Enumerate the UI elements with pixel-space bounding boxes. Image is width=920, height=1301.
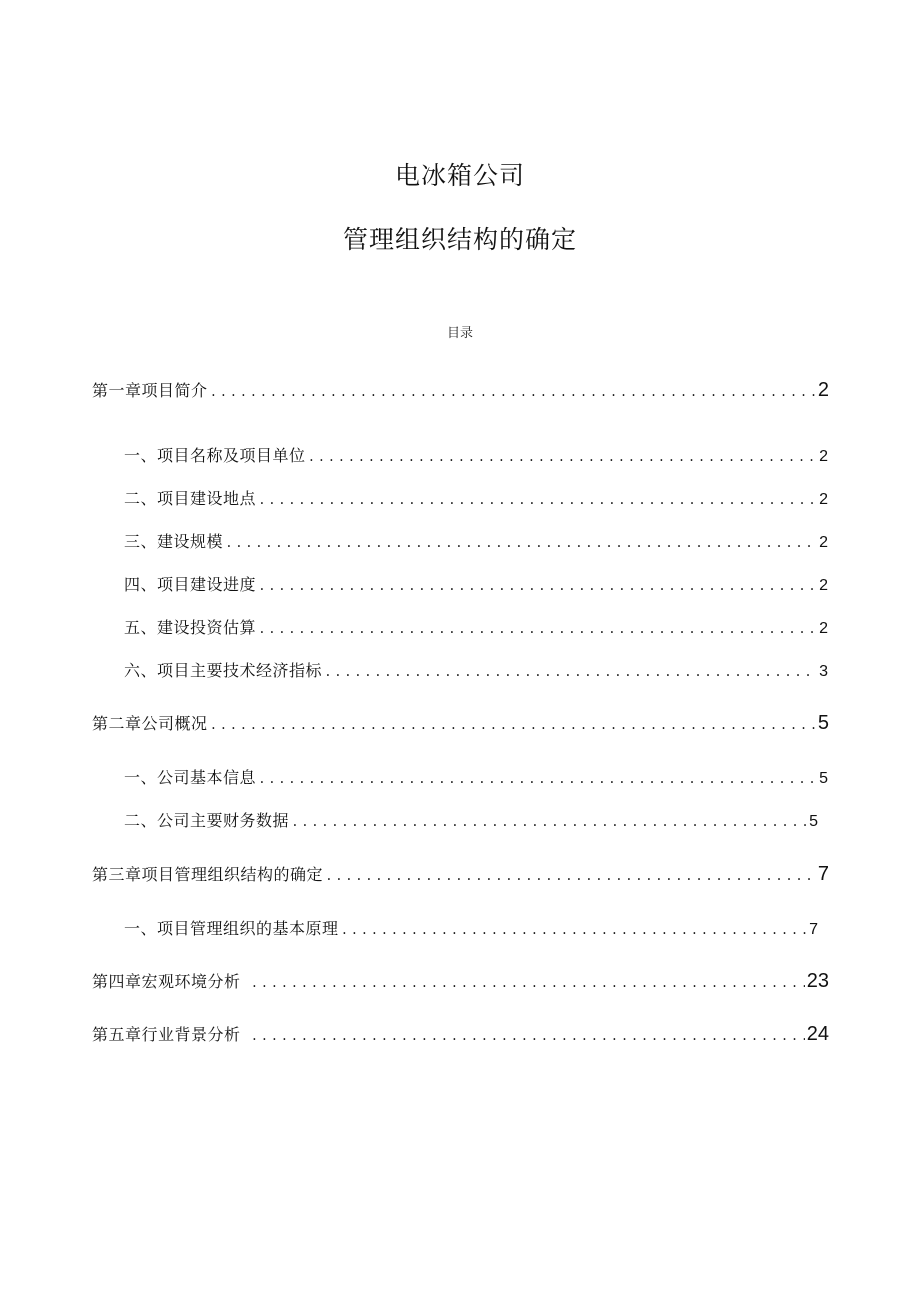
toc-leader-dots xyxy=(251,1029,805,1044)
toc-entry-page: 2 xyxy=(819,534,828,551)
toc-entry-section-1-1[interactable] xyxy=(124,443,828,467)
toc-entry-label: 二、项目建设地点 xyxy=(124,489,257,508)
toc-entry-section-1-5[interactable] xyxy=(124,615,828,639)
toc-entry-chapter-4[interactable] xyxy=(92,969,829,993)
toc-entry-label: 四、项目建设进度 xyxy=(124,575,257,594)
toc-leader-dots xyxy=(251,976,805,991)
toc-entry-page: 2 xyxy=(819,448,828,465)
toc-entry-chapter-1[interactable] xyxy=(92,378,829,402)
toc-entry-label: 一、项目名称及项目单位 xyxy=(124,446,306,465)
toc-entry-page: 3 xyxy=(819,663,828,680)
toc-entry-chapter-2[interactable] xyxy=(92,711,829,735)
toc-entry-section-3-1[interactable] xyxy=(124,916,818,940)
document-title: 电冰箱公司 xyxy=(394,161,525,190)
toc-leader-dots xyxy=(210,718,816,733)
toc-entry-section-1-4[interactable] xyxy=(124,572,828,596)
document-subtitle: 管理组织结构的确定 xyxy=(342,225,577,254)
toc-entry-label: 第四章宏观环境分析 xyxy=(92,972,241,991)
toc-leader-dots xyxy=(324,665,817,680)
toc-entry-label: 第五章行业背景分析 xyxy=(92,1025,241,1044)
toc-leader-dots xyxy=(258,772,817,787)
toc-heading: 目录 xyxy=(446,326,473,341)
toc-entry-label: 一、公司基本信息 xyxy=(124,768,257,787)
toc-entry-section-1-3[interactable] xyxy=(124,529,828,553)
toc-entry-page: 24 xyxy=(806,1023,829,1045)
toc-entry-chapter-3[interactable] xyxy=(92,862,829,886)
toc-entry-label: 二、公司主要财务数据 xyxy=(124,811,290,830)
toc-entry-page: 23 xyxy=(806,970,829,992)
toc-entry-label: 五、建设投资估算 xyxy=(124,618,257,637)
toc-leader-dots xyxy=(258,622,817,637)
toc-entry-chapter-5[interactable] xyxy=(92,1022,829,1046)
toc-entry-label: 第三章项目管理组织结构的确定 xyxy=(92,865,324,884)
toc-entry-page: 2 xyxy=(819,577,828,594)
toc-entry-label: 第一章项目简介 xyxy=(92,381,208,400)
toc-entry-label: 一、项目管理组织的基本原理 xyxy=(124,919,339,938)
toc-entry-page: 5 xyxy=(819,770,828,787)
toc-entry-label: 第二章公司概况 xyxy=(92,714,208,733)
toc-entry-page: 5 xyxy=(817,712,829,734)
toc-entry-section-1-2[interactable] xyxy=(124,486,828,510)
toc-leader-dots xyxy=(341,923,808,938)
toc-entry-page: 2 xyxy=(819,620,828,637)
toc-entry-page: 2 xyxy=(819,491,828,508)
toc-leader-dots xyxy=(210,385,816,400)
toc-entry-section-1-6[interactable] xyxy=(124,658,828,682)
toc-leader-dots xyxy=(308,450,818,465)
toc-leader-dots xyxy=(225,536,817,551)
toc-entry-section-2-1[interactable] xyxy=(124,765,828,789)
toc-entry-label: 六、项目主要技术经济指标 xyxy=(124,661,323,680)
toc-leader-dots xyxy=(258,579,817,594)
toc-entry-label: 三、建设规模 xyxy=(124,532,224,551)
toc-leader-dots xyxy=(325,869,816,884)
toc-leader-dots xyxy=(258,493,817,508)
toc-entry-page: 2 xyxy=(817,379,829,401)
toc-entry-page: 7 xyxy=(817,863,829,885)
toc-entry-page: 7 xyxy=(809,921,818,938)
toc-entry-page: 5 xyxy=(809,813,818,830)
toc-entry-section-2-2[interactable] xyxy=(124,808,818,832)
toc-leader-dots xyxy=(291,815,807,830)
